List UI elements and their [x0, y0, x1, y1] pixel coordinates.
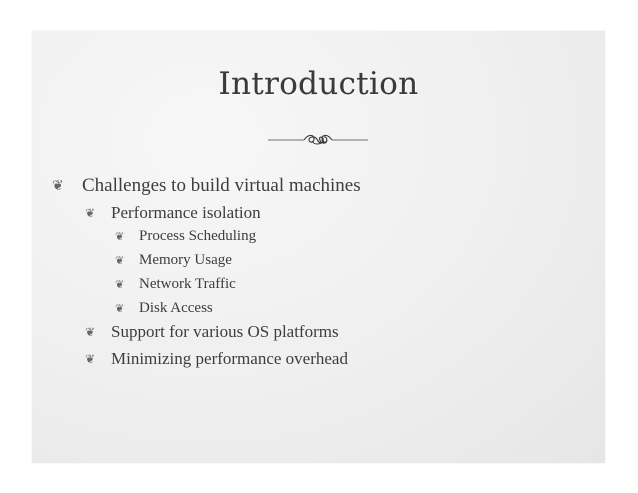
- slide-title: Introduction: [218, 66, 419, 102]
- list-item: [85, 349, 348, 369]
- list-item: [115, 276, 236, 293]
- bullet-list: [32, 31, 605, 463]
- list-item: [85, 203, 261, 223]
- list-item: [115, 228, 256, 245]
- list-item: [52, 175, 361, 197]
- slide: [32, 31, 605, 463]
- list-item-text: Disk Access: [139, 300, 213, 316]
- list-item: [85, 322, 339, 342]
- list-item: [115, 252, 232, 269]
- fleuron-bullet-icon: ❦: [115, 230, 125, 243]
- list-item-text: Performance isolation: [111, 203, 261, 222]
- list-item: [115, 300, 213, 317]
- fleuron-bullet-icon: ❦: [52, 178, 64, 194]
- fleuron-bullet-icon: ❦: [85, 352, 96, 366]
- fleuron-bullet-icon: ❦: [85, 206, 96, 220]
- list-item-text: Minimizing performance overhead: [111, 349, 348, 368]
- list-item-text: Support for various OS platforms: [111, 322, 339, 341]
- fleuron-bullet-icon: ❦: [85, 325, 96, 339]
- list-item-text: Challenges to build virtual machines: [82, 175, 361, 196]
- fleuron-bullet-icon: ❦: [115, 254, 125, 267]
- list-item-text: Process Scheduling: [139, 228, 257, 244]
- list-item-text: Memory Usage: [139, 252, 232, 268]
- fleuron-bullet-icon: ❦: [115, 302, 125, 315]
- list-item-text: Network Traffic: [139, 276, 236, 292]
- fleuron-bullet-icon: ❦: [115, 278, 125, 291]
